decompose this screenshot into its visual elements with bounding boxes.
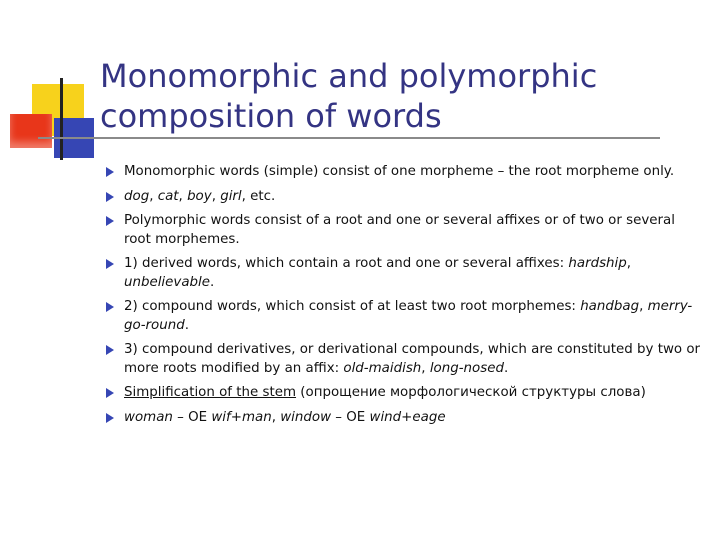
example-word: wind+eage	[369, 409, 446, 425]
title-divider	[38, 137, 660, 139]
bullet-tail: .	[184, 317, 189, 333]
bullet-item	[104, 298, 704, 335]
bullet-item	[104, 212, 704, 249]
example-word: hardship	[568, 256, 627, 271]
example-word: merry-go-round	[124, 299, 693, 333]
bullet-arrow-icon	[106, 259, 114, 269]
example-word: wif+man	[211, 409, 272, 425]
separator: ,	[178, 188, 188, 204]
bullet-text: Monomorphic words (simple) consist of one morpheme – the root morpheme only.	[124, 164, 675, 179]
bullet-text: 1) derived words, which contain a root and one or several affixes:	[124, 256, 569, 271]
bullet-text: (опрощение морфологической структуры слова)	[296, 385, 646, 400]
example-word: woman	[124, 409, 173, 425]
example-word: girl	[220, 188, 242, 204]
bullet-text: 3) compound derivatives, or derivational compounds, which are constituted by two or more roots modified by an affix:	[124, 342, 701, 376]
separator: ,	[639, 299, 648, 314]
bullet-text: Polymorphic words consist of a root and one or several affixes or of two or several root morphemes.	[124, 213, 675, 247]
separator: – OE	[172, 409, 212, 425]
bullet-item	[104, 255, 704, 292]
example-word: unbelievable	[124, 274, 210, 290]
bullet-item	[104, 163, 704, 182]
example-word: handbag	[580, 299, 640, 314]
separator: ,	[211, 188, 221, 204]
example-word: dog	[124, 188, 150, 204]
bullet-item	[104, 188, 704, 207]
bullet-item	[104, 384, 704, 403]
bullet-arrow-icon	[106, 345, 114, 355]
decor-red-square	[10, 114, 52, 148]
bullet-text: 2) compound words, which consist of at least two root morphemes:	[124, 299, 581, 314]
bullet-arrow-icon	[106, 216, 114, 226]
separator: ,	[626, 256, 632, 271]
bullet-tail: .	[503, 360, 509, 376]
slide-title-line1: Monomorphic and polymorphic	[100, 57, 598, 95]
decor-vertical-line	[60, 78, 63, 160]
bullet-arrow-icon	[106, 302, 114, 312]
example-word: window	[280, 409, 332, 425]
bullet-tail: .	[209, 274, 215, 290]
bullet-arrow-icon	[106, 167, 114, 177]
slide-title	[100, 56, 700, 136]
example-word: long-nosed	[429, 360, 504, 376]
bullet-tail: , etc.	[241, 188, 276, 204]
example-word: old-maidish	[343, 360, 422, 376]
bullet-list	[104, 163, 704, 433]
separator: ,	[271, 409, 281, 425]
example-word: boy	[187, 188, 212, 204]
bullet-arrow-icon	[106, 192, 114, 202]
separator: ,	[149, 188, 158, 204]
example-word: cat	[157, 188, 179, 204]
bullet-arrow-icon	[106, 388, 114, 398]
bullet-item	[104, 409, 704, 428]
separator: ,	[421, 360, 430, 376]
bullet-arrow-icon	[106, 413, 114, 423]
separator: – OE	[331, 409, 370, 425]
bullet-item	[104, 341, 704, 378]
stem-simplification-link[interactable]: Simplification of the stem	[124, 385, 297, 400]
slide-title-line2: composition of words	[100, 97, 442, 135]
